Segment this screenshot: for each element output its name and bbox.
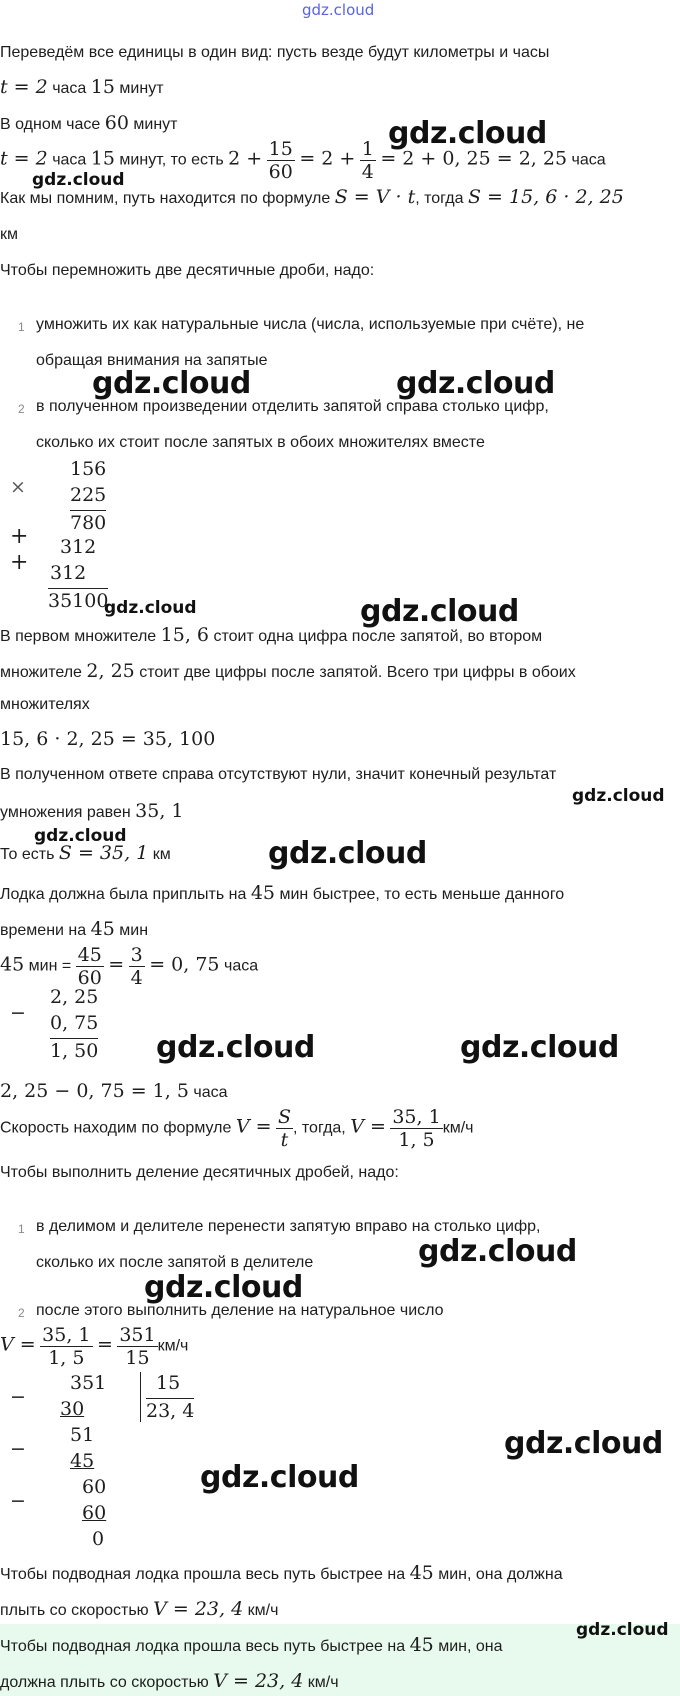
- word: часа: [52, 80, 87, 97]
- operator: −: [10, 1438, 26, 1460]
- list-item-text: умножить их как натуральные числа (числа, используемые при счёте), не: [36, 316, 585, 333]
- word: минут: [133, 116, 178, 133]
- operator: −: [10, 1002, 26, 1024]
- list-item-text: сколько их после запятой в делителе: [36, 1254, 314, 1271]
- column-number: 45: [70, 1450, 95, 1472]
- word: минут, то есть: [119, 151, 224, 169]
- text-line: [0, 1324, 188, 1369]
- fraction: $\frac{1}{4}$: [361, 138, 374, 183]
- word: часа: [52, 151, 87, 169]
- column-number: 312: [60, 536, 97, 558]
- column-number: 30: [60, 1398, 85, 1420]
- watermark: gdz.cloud: [360, 594, 519, 629]
- text-line: км: [0, 226, 18, 243]
- text-line: [0, 882, 564, 904]
- division-bar: [140, 1372, 141, 1422]
- text-line: Переведём все единицы в один вид: пусть везде будут километры и часы: [0, 44, 550, 61]
- text-line: [0, 112, 178, 134]
- column-number: 60: [82, 1476, 107, 1498]
- word: мин быстрее, то есть меньше данного: [279, 886, 565, 903]
- text-line: [0, 660, 576, 682]
- column-number: 0, 75: [50, 1012, 99, 1034]
- list-number: 2: [18, 1306, 25, 1320]
- column-number: 312: [50, 562, 87, 584]
- math: 15, 6: [160, 624, 209, 646]
- list-number: 1: [18, 1222, 25, 1236]
- text-line: В полученном ответе справа отсутствуют нули, значит конечный результат: [0, 766, 557, 783]
- header-site-link[interactable]: gdz.cloud: [302, 1, 375, 19]
- watermark: gdz.cloud: [200, 1460, 359, 1495]
- math: S = 35, 1: [58, 842, 149, 864]
- math: S = 15, 6 · 2, 25: [467, 186, 624, 208]
- operator: +: [10, 550, 29, 575]
- word: стоит одна цифра после запятой, во втором: [213, 628, 543, 645]
- word: мин, она должна: [438, 1566, 563, 1583]
- text-line: [0, 1106, 473, 1151]
- math: S = V · t: [334, 186, 416, 208]
- word: км/ч: [442, 1119, 474, 1137]
- watermark: gdz.cloud: [504, 1426, 663, 1461]
- answer-line: [0, 1634, 503, 1656]
- list-item-text: сколько их стоит после запятых в обоих множителях вместе: [36, 434, 485, 451]
- list-item-text: в полученном произведении отделить запятой справа столько цифр,: [36, 398, 549, 415]
- word: умножения равен: [0, 804, 131, 821]
- fraction: $\frac{15}{60}$: [268, 138, 293, 183]
- math: V = 23, 4: [153, 1598, 244, 1620]
- word: часа: [571, 151, 606, 169]
- math: = 0, 75: [149, 953, 220, 976]
- operator: −: [10, 1386, 26, 1408]
- column-number: 60: [82, 1502, 107, 1524]
- text-line: [0, 918, 148, 940]
- word: км/ч: [307, 1674, 339, 1691]
- column-number: 0: [92, 1528, 105, 1550]
- watermark: gdz.cloud: [92, 366, 251, 401]
- math: 2, 25 − 0, 75 = 1, 5: [0, 1080, 189, 1102]
- math: = 2 + 0, 25 = 2, 25: [380, 147, 568, 170]
- word: мин =: [28, 957, 72, 975]
- text-line: Чтобы перемножить две десятичные дроби, надо:: [0, 262, 375, 279]
- operator: ×: [10, 476, 26, 498]
- word: минут: [119, 80, 164, 97]
- text-line: Чтобы выполнить деление десятичных дробей, надо:: [0, 1164, 399, 1181]
- word: Скорость находим по формуле: [0, 1119, 232, 1137]
- text-line: [0, 1080, 228, 1102]
- word: времени на: [0, 922, 87, 939]
- text-line: [0, 1598, 278, 1620]
- column-result: 1, 50: [50, 1040, 99, 1062]
- divisor: 15: [156, 1372, 181, 1394]
- text-line: [0, 800, 184, 822]
- watermark: gdz.cloud: [104, 598, 197, 618]
- math: 15: [90, 147, 115, 170]
- fraction: $\frac{35, 1}{1, 5}$: [392, 1106, 441, 1151]
- text-line: [0, 76, 164, 98]
- list-item-text: обращая внимания на запятые: [36, 352, 268, 369]
- math-line: 15, 6 · 2, 25 = 35, 100: [0, 728, 216, 750]
- word: множителе: [0, 664, 82, 681]
- word: , тогда: [415, 190, 464, 207]
- watermark: gdz.cloud: [388, 116, 547, 151]
- watermark: gdz.cloud: [418, 1234, 577, 1269]
- watermark: gdz.cloud: [268, 836, 427, 871]
- column-number: 156: [70, 458, 107, 480]
- word: мин: [119, 922, 149, 939]
- answer-line: [0, 1670, 339, 1692]
- column-number: 225: [70, 484, 107, 506]
- fraction: $\frac{351}{15}$: [119, 1324, 156, 1369]
- math: 15: [90, 76, 115, 98]
- word: часа: [223, 957, 259, 975]
- watermark: gdz.cloud: [34, 826, 127, 846]
- column-number: 2, 25: [50, 986, 99, 1008]
- watermark: gdz.cloud: [144, 1270, 303, 1305]
- word: Лодка должна была приплыть на: [0, 886, 247, 903]
- list-item-text: после этого выполнить деление на натуральное число: [36, 1302, 444, 1319]
- math: 35, 1: [135, 800, 184, 822]
- word: Чтобы подводная лодка прошла весь путь быстрее на: [0, 1638, 406, 1655]
- math: 45: [409, 1634, 434, 1656]
- fraction: $\frac{S}{t}$: [277, 1106, 292, 1151]
- math: V =: [235, 1115, 272, 1138]
- math: V =: [350, 1115, 386, 1138]
- watermark: gdz.cloud: [572, 786, 665, 806]
- math: 45: [90, 918, 115, 940]
- math: 45: [250, 882, 276, 904]
- list-item-text: в делимом и делителе перенести запятую вправо на столько цифр,: [36, 1218, 541, 1235]
- text-line: [0, 1562, 563, 1584]
- math: =: [108, 953, 125, 976]
- math: 60: [104, 112, 129, 134]
- word: , тогда,: [293, 1119, 346, 1137]
- list-number: 1: [18, 320, 25, 334]
- column-number: 51: [70, 1424, 95, 1446]
- math: t = 2: [0, 76, 48, 98]
- math: 2 +: [228, 147, 263, 170]
- word: То есть: [0, 846, 55, 863]
- word: В первом множителе: [0, 628, 157, 645]
- word: В одном часе: [0, 116, 101, 133]
- word: часа: [193, 1084, 228, 1101]
- math: V =: [0, 1333, 36, 1356]
- word: км: [152, 846, 171, 863]
- math: = 2 +: [299, 147, 356, 170]
- watermark: gdz.cloud: [156, 1030, 315, 1065]
- quotient: 23, 4: [146, 1400, 195, 1422]
- math: t = 2: [0, 147, 48, 170]
- word: мин, она: [438, 1638, 503, 1655]
- word: плыть со скоростью: [0, 1602, 149, 1619]
- list-number: 2: [18, 402, 25, 416]
- watermark: gdz.cloud: [32, 170, 125, 190]
- fraction: $\frac{35, 1}{1, 5}$: [42, 1324, 91, 1369]
- column-number: 351: [70, 1372, 107, 1394]
- operator: +: [10, 524, 29, 549]
- word: км/ч: [157, 1337, 189, 1355]
- operator: −: [10, 1490, 26, 1512]
- math: 45: [0, 953, 25, 976]
- watermark: gdz.cloud: [460, 1030, 619, 1065]
- word: должна плыть со скоростью: [0, 1674, 209, 1691]
- math: V = 23, 4: [213, 1670, 304, 1692]
- watermark: gdz.cloud: [396, 366, 555, 401]
- word: Как мы помним, путь находится по формуле: [0, 190, 331, 207]
- math: 2, 25: [86, 660, 135, 682]
- math: =: [96, 1333, 113, 1356]
- math: 45: [409, 1562, 434, 1584]
- column-number: 780: [70, 512, 107, 534]
- column-result: 35100: [48, 590, 109, 612]
- word: стоит две цифры после запятой. Всего три цифры в обоих: [139, 664, 576, 681]
- word: км/ч: [247, 1602, 279, 1619]
- watermark: gdz.cloud: [576, 1620, 669, 1640]
- word: Чтобы подводная лодка прошла весь путь быстрее на: [0, 1566, 406, 1583]
- text-line: [0, 944, 258, 989]
- fraction: $\frac{45}{60}$: [77, 944, 102, 989]
- fraction: $\frac{3}{4}$: [130, 944, 143, 989]
- text-line: множителях: [0, 696, 90, 713]
